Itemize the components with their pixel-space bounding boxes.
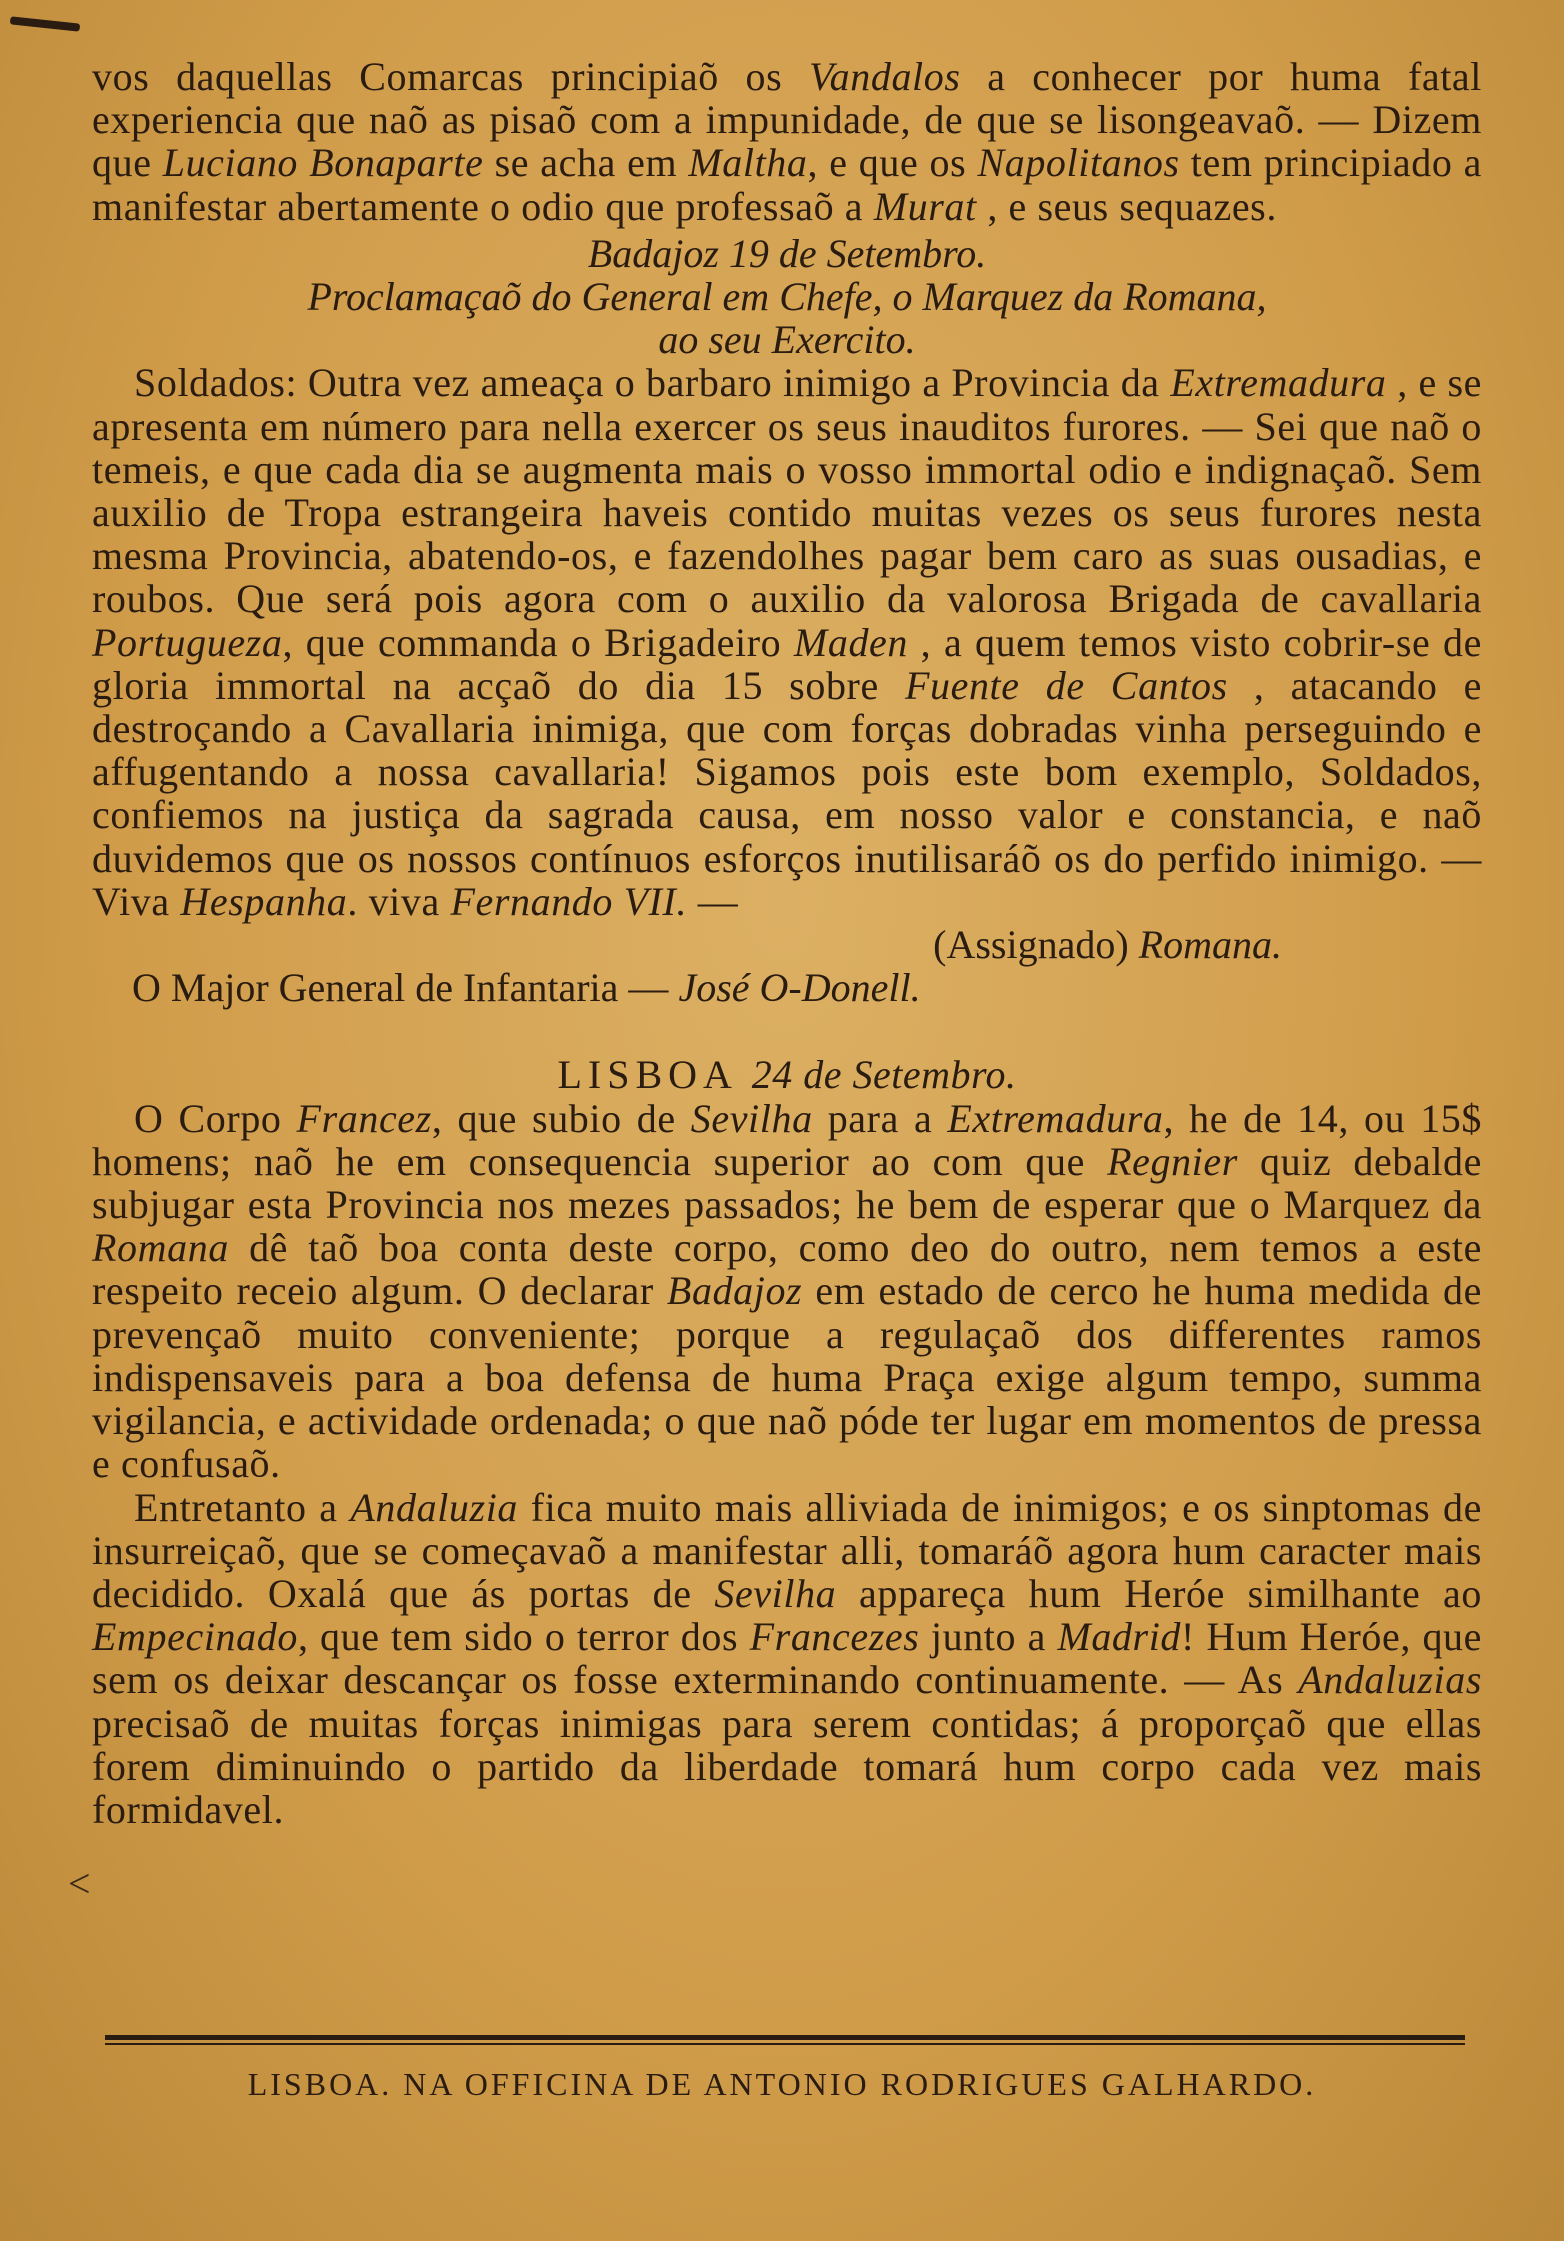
text-run: . viva xyxy=(347,878,451,924)
text-run: para a xyxy=(812,1095,948,1141)
text-run: , que tem sido o terror dos xyxy=(297,1614,750,1660)
italic-run: Murat xyxy=(873,183,977,229)
paragraph-4 xyxy=(92,1486,1482,1832)
text-run: , e seus sequazes. xyxy=(976,183,1277,229)
text-run: , que commanda o Brigadeiro xyxy=(282,619,794,665)
text-run: , atacando e destroçando a Cavallaria inimiga, que com forças dobradas vinha perseguindo e affugentando a nossa cavallaria! Sigamos pois este bom exemplo, Soldados, confiemos na justiça da sagrada causa, em nosso valor e constancia, e naõ duvidemos que os nossos contínuos esforços inutilisaráõ os do perfido inimigo. — Viva xyxy=(92,662,1482,924)
italic-run: Extremadura xyxy=(947,1095,1164,1141)
text-run: — xyxy=(687,878,739,924)
printer-imprint: LISBOA. NA OFFICINA DE ANTONIO RODRIGUES GALHARDO. xyxy=(247,2066,1317,2102)
italic-run: Regnier xyxy=(1107,1138,1238,1184)
text-run: O Corpo xyxy=(134,1095,297,1141)
paragraph-2 xyxy=(92,361,1482,923)
italic-run: Badajoz xyxy=(666,1268,803,1314)
text-run: fica muito mais alliviada de inimigos; e os sinptomas de insurreiçaõ, que se começavaõ a manifestar alli, tomaráõ agora hum caracter mais decidido. Oxalá que ás portas de xyxy=(92,1484,1483,1616)
italic-run: Extremadura xyxy=(1170,360,1387,406)
italic-run: Francezes xyxy=(749,1614,920,1660)
ink-mark xyxy=(10,16,80,31)
italic-run: Fuente de Cantos xyxy=(904,662,1228,708)
text-run: , a quem temos visto cobrir-se de gloria immortal na acçaõ do dia 15 sobre xyxy=(92,619,1482,708)
major-name: José O-Donell. xyxy=(678,965,921,1011)
text-run: ! Hum Heróe, que sem os deixar descançar os fosse exterminando continuamente. — As xyxy=(92,1614,1483,1703)
italic-run: Madrid xyxy=(1057,1614,1182,1660)
signed-name: Romana. xyxy=(1138,922,1282,968)
heading-badajoz-date: Badajoz 19 de Setembro. xyxy=(587,230,987,276)
italic-run: Hespanha xyxy=(180,878,348,924)
paragraph-1 xyxy=(92,55,1482,228)
paragraph-3 xyxy=(92,1097,1482,1486)
italic-run: Andaluzias xyxy=(1298,1657,1482,1703)
dateline-date: 24 de Setembro. xyxy=(751,1052,1017,1098)
italic-run: Maden xyxy=(793,619,908,665)
text-run: quiz debalde subjugar esta Provincia nos mezes passados; he bem de esperar que o Marquez da xyxy=(92,1138,1483,1228)
text-run: se acha em xyxy=(483,140,689,186)
text-run: , e que os xyxy=(807,140,978,186)
italic-run: Vandalos xyxy=(809,54,961,99)
major-general-line xyxy=(92,966,1482,1009)
italic-run: Empecinado xyxy=(92,1614,298,1660)
heading-exercito: ao seu Exercito. xyxy=(658,317,916,363)
dateline xyxy=(92,1053,1482,1096)
footer-rule xyxy=(105,2035,1465,2045)
signed-label: (Assignado) xyxy=(933,922,1129,968)
dateline-city: LISBOA xyxy=(557,1052,736,1098)
text-run: , que subio de xyxy=(431,1095,691,1141)
text-run: junto a xyxy=(919,1614,1058,1660)
italic-run: Fernando VII. xyxy=(450,878,688,924)
major-label: O Major General de Infantaria — xyxy=(132,965,669,1011)
text-run: Soldados: Outra vez ameaça o barbaro inimigo a Provincia da xyxy=(134,360,1171,406)
text-run: Entretanto a xyxy=(134,1484,351,1530)
rule-thin xyxy=(105,2043,1465,2045)
text-run: appareça hum Heróe similhante ao xyxy=(836,1570,1482,1616)
heading-proclamation: Proclamaçaõ do General em Chefe, o Marquez da Romana, xyxy=(307,274,1267,320)
text-run: em estado de cerco he huma medida de prevençaõ muito conveniente; porque a regulaçaõ dos differentes ramos indispensaveis para a boa defensa de huma Praça exige algum tempo, summa vigilancia, e actividade ordenada; o que naõ póde ter lugar em momentos de pressa e confusaõ. xyxy=(92,1268,1483,1487)
italic-run: Romana xyxy=(92,1225,229,1271)
rule-thick xyxy=(105,2035,1465,2040)
signature-line xyxy=(92,923,1482,966)
text-run: , he de 14, ou 15$ homens; naõ he em consequencia superior ao com que xyxy=(92,1095,1482,1184)
text-run: vos daquellas Comarcas principiaõ os xyxy=(92,54,810,99)
text-run: dê taõ boa conta deste corpo, como deo do outro, nem temos a este respeito receio algum. O declarar xyxy=(92,1225,1482,1314)
italic-run: Luciano Bonaparte xyxy=(162,140,484,186)
margin-mark: ˂ xyxy=(68,1861,91,1906)
text-run: precisaõ de muitas forças inimigas para serem contidas; á proporçaõ que ellas forem diminuindo o partido da liberdade tomará hum corpo cada vez mais formidavel. xyxy=(92,1700,1482,1832)
italic-run: Andaluzia xyxy=(350,1484,519,1530)
text-run: a conhecer por huma fatal experiencia que naõ as pisaõ com a impunidade, de que se lisongeavaõ. — Dizem que xyxy=(92,54,1483,186)
text-run: tem principiado a manifestar abertamente o odio que professaõ a xyxy=(92,140,1483,229)
italic-run: Napolitanos xyxy=(977,140,1180,186)
italic-run: Maltha xyxy=(688,140,808,186)
italic-run: Portugueza xyxy=(92,619,283,665)
italic-run: Francez xyxy=(296,1095,432,1141)
italic-run: Sevilha xyxy=(690,1095,813,1141)
italic-run: Sevilha xyxy=(714,1570,837,1616)
text-run: , e se apresenta em número para nella exercer os seus inauditos furores. — Sei que naõ o temeis, e que cada dia se augmenta mais o vosso immortal odio e indignaçaõ. Sem auxilio de Tropa estrangeira haveis contido muitas vezes os seus furores nesta mesma Provincia, abatendo-os, e fazendolhes pagar bem caro as suas ousadias, e roubos. Que será pois agora com o auxilio da valorosa Brigada de cavallaria xyxy=(92,360,1483,622)
document-page xyxy=(92,55,1482,1831)
